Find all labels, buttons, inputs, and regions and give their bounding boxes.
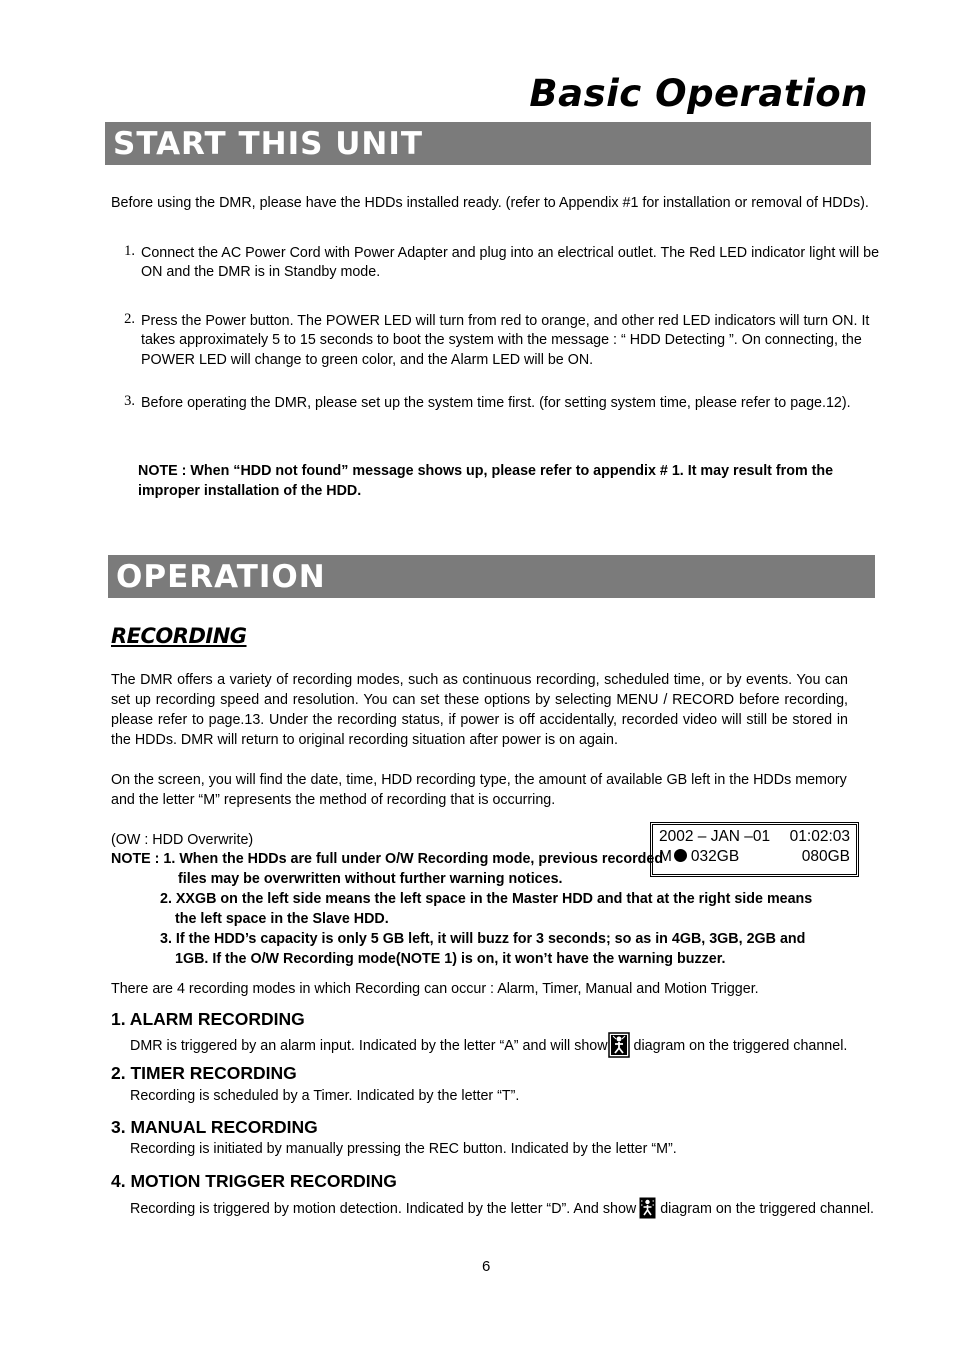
alarm-icon xyxy=(608,1032,630,1058)
mode-desc-timer: Recording is scheduled by a Timer. Indicated by the letter “T”. xyxy=(130,1088,520,1104)
note-text: 2. XXGB on the left side means the left space in the Master HDD and that at the right side means xyxy=(160,891,813,907)
note-text: 3. If the HDD’s capacity is only 5 GB left, it will buzz for 3 seconds; so as in 4GB, 3GB, 2GB and xyxy=(160,931,806,947)
mode-desc-alarm: DMR is triggered by an alarm input. Indicated by the letter “A” and will show diagram on the triggered channel. xyxy=(130,1032,847,1058)
osd-master-gb: 032GB xyxy=(690,848,740,865)
page-title: Basic Operation xyxy=(529,72,868,115)
mode-desc-motion: Recording is triggered by motion detection. Indicated by the letter “D”. And show diagram on the triggered channel. xyxy=(130,1197,874,1219)
step-number: 2. xyxy=(124,311,135,327)
note-text: the left space in the Slave HDD. xyxy=(175,911,389,927)
osd-date: 2002 – JAN –01 xyxy=(659,828,771,845)
step-text: ON and the DMR is in Standby mode. xyxy=(141,264,381,280)
mode-desc-manual: Recording is initiated by manually pressing the REC button. Indicated by the letter “M”. xyxy=(130,1141,677,1157)
osd-display-box xyxy=(650,822,859,877)
mode-heading-manual: 3. MANUAL RECORDING xyxy=(111,1117,318,1137)
screen-info-paragraph: On the screen, you will find the date, time, HDD recording type, the amount of available GB left in the HDDs memory and the letter “M” represents the method of recording that is occurring. xyxy=(111,772,847,808)
note-text: NOTE : 1. When the HDDs are full under O/W Recording mode, previous recorded xyxy=(111,851,664,867)
ow-label: (OW : HDD Overwrite) xyxy=(111,832,254,848)
osd-mode-letter: M xyxy=(659,848,672,865)
intro-text: Before using the DMR, please have the HDDs installed ready. (refer to Appendix #1 for installation or removal of HDDs). xyxy=(111,195,869,211)
step-text: Before operating the DMR, please set up the system time first. (for setting system time, please refer to page.12). xyxy=(141,395,851,411)
recording-subheading: RECORDING xyxy=(111,624,247,648)
mode-heading-alarm: 1. ALARM RECORDING xyxy=(111,1009,305,1029)
osd-hdd-row xyxy=(659,847,850,867)
osd-slave-gb: 080GB xyxy=(801,848,850,865)
note-text: 1GB. If the O/W Recording mode(NOTE 1) is on, it won’t have the warning buzzer. xyxy=(175,951,726,967)
step-text: POWER LED will change to green color, and the Alarm LED will be ON. xyxy=(141,352,594,368)
modes-intro: There are 4 recording modes in which Recording can occur : Alarm, Timer, Manual and Motion Trigger. xyxy=(111,981,759,997)
section-header-start-this-unit: START THIS UNIT xyxy=(105,122,871,165)
page-number: 6 xyxy=(482,1258,491,1275)
recording-paragraph: The DMR offers a variety of recording modes, such as continuous recording, scheduled time, or by events. You can set up recording speed and resolution. You can set these options by selecting MENU / RECORD before recording, please refer to page.13. Under the recording status, if power is off accidentally, recorded video will still be stored in the HDDs. DMR will return to original recording situation after power is on again. xyxy=(111,672,848,748)
mode-heading-motion: 4. MOTION TRIGGER RECORDING xyxy=(111,1171,397,1191)
record-dot-icon xyxy=(674,849,687,862)
osd-date-row xyxy=(659,827,850,847)
section-header-operation: OPERATION xyxy=(108,555,875,598)
osd-time: 01:02:03 xyxy=(789,828,850,845)
step-number: 1. xyxy=(124,243,135,259)
motion-icon xyxy=(639,1197,656,1219)
note-text: improper installation of the HDD. xyxy=(138,483,362,499)
note-text: files may be overwritten without further warning notices. xyxy=(178,871,563,887)
step-text: Connect the AC Power Cord with Power Adapter and plug into an electrical outlet. The Red LED indicator light will be xyxy=(141,245,880,261)
note-text: NOTE : When “HDD not found” message shows up, please refer to appendix # 1. It may result from the xyxy=(138,463,834,479)
step-text: takes approximately 5 to 15 seconds to boot the system with the message : “ HDD Detecting ”. On connecting, the xyxy=(141,332,862,348)
step-number: 3. xyxy=(124,393,135,409)
step-text: Press the Power button. The POWER LED will turn from red to orange, and other red LED indicators will turn ON. It xyxy=(141,313,870,329)
mode-heading-timer: 2. TIMER RECORDING xyxy=(111,1063,297,1083)
